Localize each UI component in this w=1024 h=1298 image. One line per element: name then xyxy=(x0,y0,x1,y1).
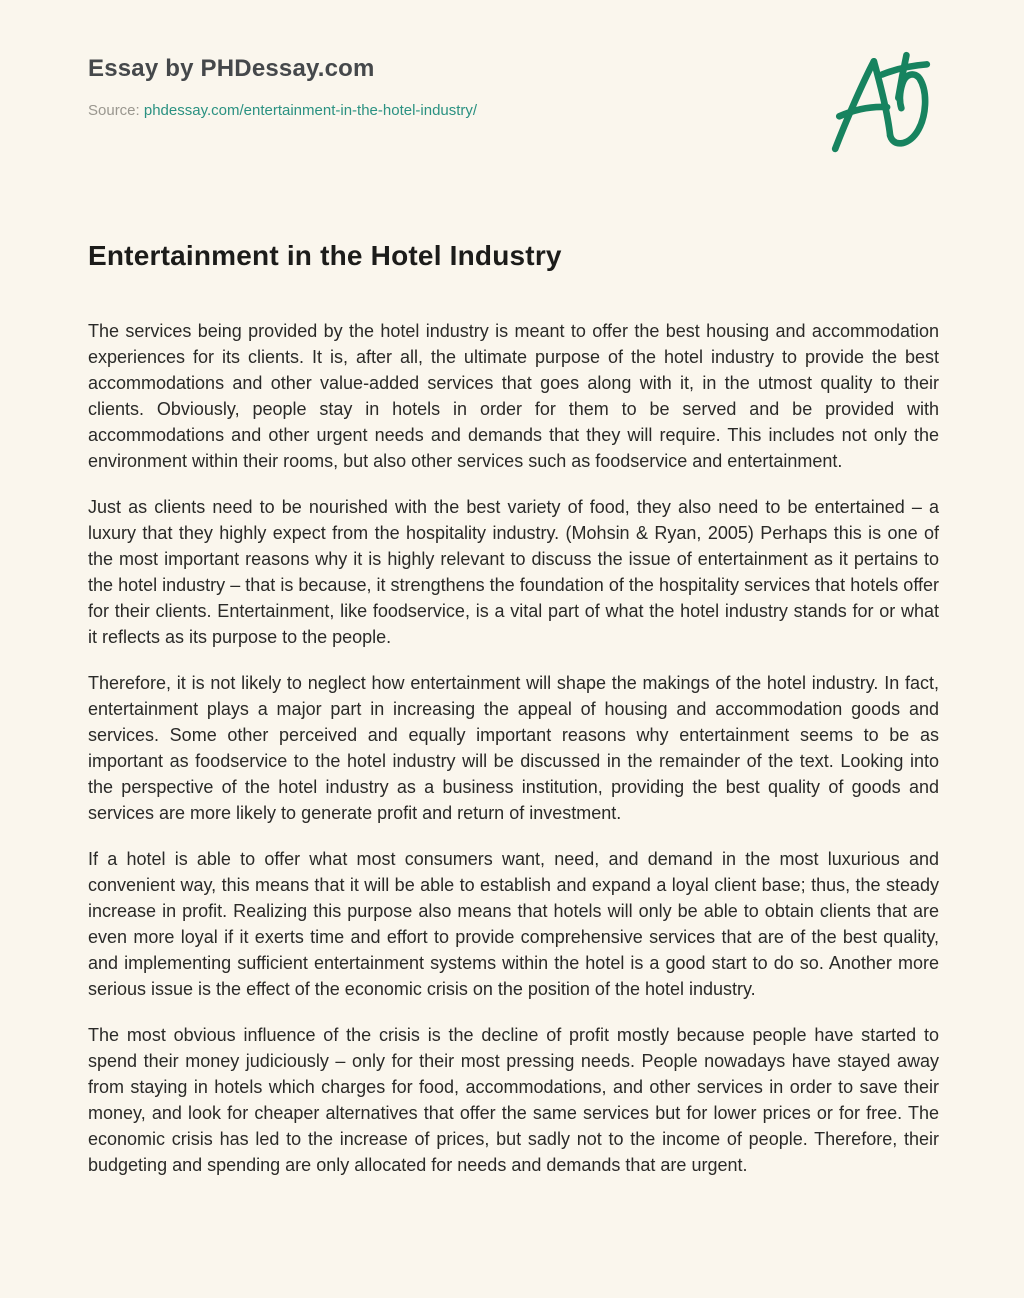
source-label: Source: xyxy=(88,102,140,119)
essay-title: Entertainment in the Hotel Industry xyxy=(88,240,562,271)
page-title: Essay by PHDessay.com xyxy=(88,55,375,82)
header-text-block xyxy=(88,42,477,121)
source-link[interactable]: phdessay.com/entertainment-in-the-hotel-industry/ xyxy=(143,102,478,119)
source-line xyxy=(88,101,477,121)
essay-paragraph: If a hotel is able to offer what most consumers want, need, and demand in the most luxurious and convenient way, this means that it will be able to establish and expand a loyal client base; thus, the steady increase in profit. Realizing this purpose also means that hotels will only be able to obtain clients that are even more loyal if it exerts time and effort to provide comprehensive services that are of the best quality, and implementing sufficient entertainment systems within the hotel is a good start to do so. Another more serious issue is the effect of the economic crisis on the position of the hotel industry. xyxy=(88,849,939,999)
essay-paragraph: The most obvious influence of the crisis is the decline of profit mostly because people have started to spend their money judiciously – only for their most pressing needs. People nowadays have stayed away from staying in hotels which charges for food, accommodations, and other services in order to save their money, and look for cheaper alternatives that offer the same services but for lower prices or for free. The economic crisis has led to the increase of prices, but sadly not to the income of people. Therefore, their budgeting and spending are only allocated for needs and demands that are urgent. xyxy=(88,1025,939,1175)
a-plus-logo-icon xyxy=(825,44,937,156)
essay-paragraph: The services being provided by the hotel industry is meant to offer the best housing and accommodation experiences for its clients. It is, after all, the ultimate purpose of the hotel industry to provide the best accommodations and other value-added services that goes along with it, in the utmost quality to their clients. Obviously, people stay in hotels in order for them to be served and be provided with accommodations and other urgent needs and demands that they will require. This includes not only the environment within their rooms, but also other services such as foodservice and entertainment. xyxy=(88,321,939,471)
essay-paragraph: Therefore, it is not likely to neglect how entertainment will shape the makings of the hotel industry. In fact, entertainment plays a major part in increasing the appeal of housing and accommodation goods and services. Some other perceived and equally important reasons why entertainment seems to be as important as foodservice to the hotel industry will be discussed in the remainder of the text. Looking into the perspective of the hotel industry as a business institution, providing the best quality of goods and services are more likely to generate profit and return of investment. xyxy=(88,673,939,823)
essay-body xyxy=(88,318,939,1178)
essay-paragraph: Just as clients need to be nourished with the best variety of food, they also need to be entertained – a luxury that they highly expect from the hospitality industry. (Mohsin & Ryan, 2005) Perhaps this is one of the most important reasons why it is highly relevant to discuss the issue of entertainment as it pertains to the hotel industry – that is because, it strengthens the foundation of the hospitality services that hotels offer for their clients. Entertainment, like foodservice, is a vital part of what the hotel industry stands for or what it reflects as its purpose to the people. xyxy=(88,497,939,647)
page-header xyxy=(88,42,939,156)
